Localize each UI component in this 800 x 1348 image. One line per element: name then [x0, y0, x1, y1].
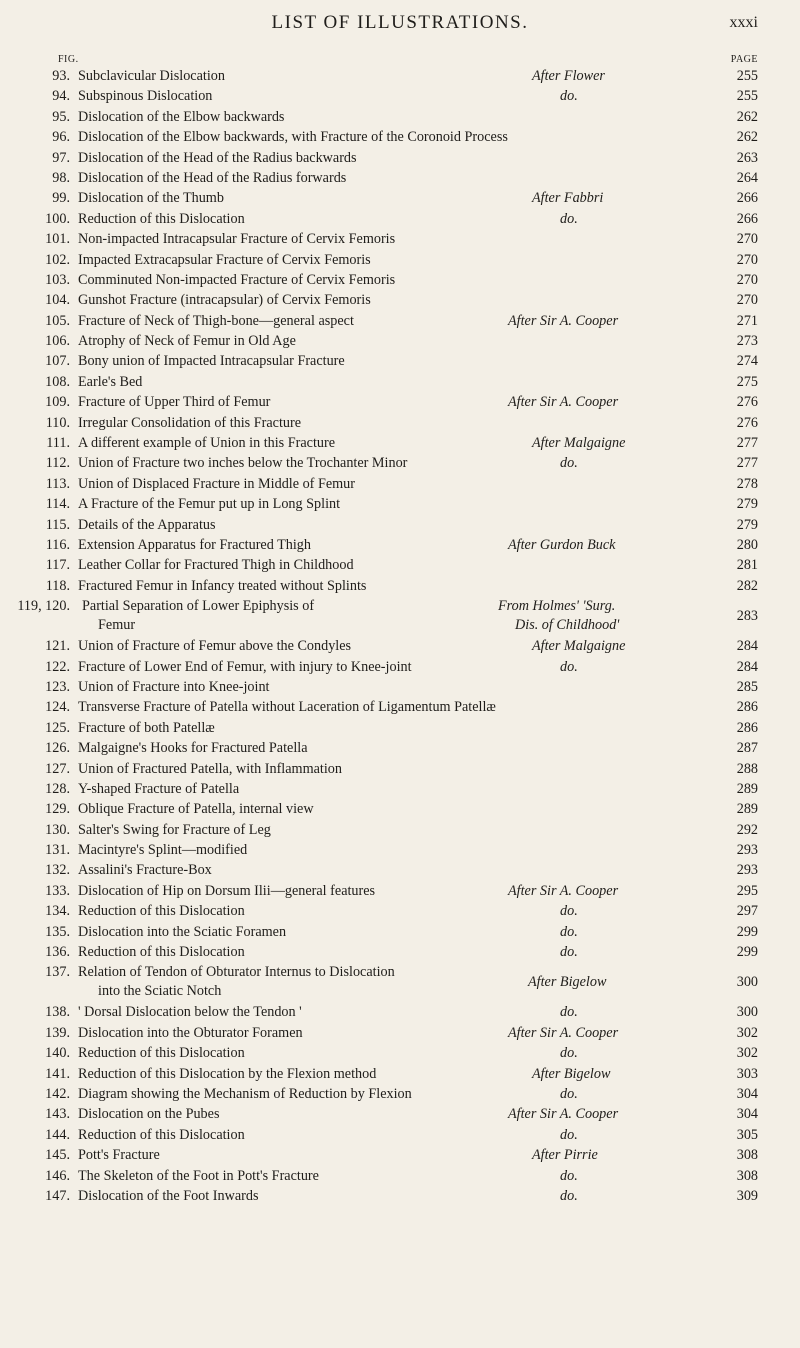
- entry-page: 266: [736, 210, 758, 227]
- figure-number: 136.: [45, 944, 70, 961]
- entry-title: Reduction of this Dislocation: [78, 1045, 245, 1062]
- entry-title: Union of Displaced Fracture in Middle of Femur: [78, 475, 355, 492]
- entry-page: 304: [736, 1106, 758, 1123]
- entry-title: Earle's Bed: [78, 373, 143, 390]
- entry-page: 308: [736, 1147, 758, 1164]
- entry-source: After Malgaigne: [532, 638, 626, 655]
- list-entry: [0, 738, 800, 758]
- entry-title: Non-impacted Intracapsular Fracture of Cervix Femoris: [78, 231, 396, 248]
- list-entry: [0, 1064, 800, 1084]
- figure-number: 102.: [45, 251, 70, 268]
- entry-title: Extension Apparatus for Fractured Thigh: [78, 536, 311, 553]
- figure-number: 137.: [45, 964, 70, 981]
- entry-page: 293: [736, 862, 758, 879]
- figure-number: 147.: [45, 1187, 70, 1204]
- list-entry: [0, 148, 800, 168]
- fig-column-heading: FIG.: [58, 54, 79, 65]
- entry-title: Impacted Extracapsular Fracture of Cervix Femoris: [78, 251, 371, 268]
- entry-page: 274: [736, 353, 758, 370]
- figure-number: 140.: [45, 1045, 70, 1062]
- figure-number: 130.: [45, 821, 70, 838]
- entry-title: Dislocation of the Thumb: [78, 190, 224, 207]
- entry-source: do.: [560, 1187, 578, 1204]
- entry-page: 255: [736, 88, 758, 105]
- entry-title: Dislocation on the Pubes: [78, 1106, 220, 1123]
- entry-page: 299: [736, 944, 758, 961]
- figure-number: 94.: [52, 88, 70, 105]
- figure-number: 146.: [45, 1167, 70, 1184]
- list-entry: [0, 636, 800, 656]
- entry-title: Dislocation of the Head of the Radius forwards: [78, 169, 347, 186]
- figure-number: 101.: [45, 231, 70, 248]
- figure-number: 123.: [45, 678, 70, 695]
- list-entry: [0, 372, 800, 392]
- entry-title: Fracture of Upper Third of Femur: [78, 394, 271, 411]
- list-entry: [0, 515, 800, 535]
- figure-number: 99.: [52, 190, 70, 207]
- entry-title: Union of Fracture two inches below the Trochanter Minor: [78, 455, 408, 472]
- entry-title: Leather Collar for Fractured Thigh in Childhood: [78, 557, 354, 574]
- figure-number: 133.: [45, 882, 70, 899]
- entry-title: Fracture of both Patellæ: [78, 719, 215, 736]
- list-entry: [0, 779, 800, 799]
- entry-source: After Malgaigne: [532, 435, 626, 452]
- list-entry: [0, 1084, 800, 1104]
- figure-number: 100.: [45, 210, 70, 227]
- figure-number: 98.: [52, 169, 70, 186]
- list-entry: [0, 86, 800, 106]
- entry-page: 285: [736, 678, 758, 695]
- entry-title: Union of Fractured Patella, with Inflammation: [78, 760, 342, 777]
- entry-page: 300: [736, 974, 758, 991]
- figure-number: 110.: [45, 414, 70, 431]
- entry-source: do.: [560, 944, 578, 961]
- figure-number: 115.: [45, 516, 70, 533]
- entry-title: Pott's Fracture: [78, 1147, 160, 1164]
- entry-page: 283: [736, 608, 758, 625]
- entry-title: Dislocation into the Obturator Foramen: [78, 1024, 303, 1041]
- page-number: xxxi: [729, 14, 758, 31]
- list-entry: [0, 820, 800, 840]
- running-title: LIST OF ILLUSTRATIONS.: [271, 12, 529, 33]
- entry-title: Details of the Apparatus: [78, 516, 216, 533]
- entry-title: Subclavicular Dislocation: [78, 68, 225, 84]
- entry-page: 286: [736, 699, 758, 716]
- figure-number: 141.: [45, 1065, 70, 1082]
- entry-page: 273: [736, 333, 758, 350]
- figure-number: 108.: [45, 373, 70, 390]
- list-entry: [0, 392, 800, 412]
- list-entry: [0, 433, 800, 453]
- entry-page: 262: [736, 129, 758, 146]
- entry-page: 280: [736, 536, 758, 553]
- list-entry: [0, 229, 800, 249]
- entry-title: A different example of Union in this Fracture: [78, 435, 336, 452]
- entry-page: 277: [736, 455, 758, 472]
- list-entry: [0, 596, 800, 636]
- figure-number: 127.: [45, 760, 70, 777]
- figure-number: 111.: [46, 435, 70, 452]
- entry-page: 297: [736, 903, 758, 920]
- entry-title: Reduction of this Dislocation: [78, 210, 245, 227]
- entry-source: do.: [560, 1004, 578, 1021]
- entry-page: 303: [736, 1065, 758, 1082]
- entry-title: Fracture of Neck of Thigh-bone—general aspect: [78, 312, 354, 329]
- list-entry: [0, 697, 800, 717]
- entry-source: After Pirrie: [532, 1147, 598, 1164]
- entry-source: After Sir A. Cooper: [508, 882, 619, 899]
- entry-page: 279: [736, 496, 758, 513]
- entry-page: 263: [736, 149, 758, 166]
- entry-title: The Skeleton of the Foot in Pott's Fracture: [78, 1167, 319, 1184]
- entry-title: Dislocation of the Elbow backwards, with Fracture of the Coronoid Process: [78, 129, 508, 146]
- figure-number: 124.: [45, 699, 70, 716]
- figure-number: 119, 120.: [17, 598, 70, 615]
- entry-title: Irregular Consolidation of this Fracture: [78, 414, 302, 431]
- list-entry: [0, 474, 800, 494]
- list-entry: [0, 922, 800, 942]
- entry-source: do.: [560, 455, 578, 472]
- entry-source: do.: [560, 923, 578, 940]
- list-entry: [0, 1043, 800, 1063]
- list-entry: [0, 1145, 800, 1165]
- list-entry: [0, 66, 800, 86]
- entry-page: 288: [736, 760, 758, 777]
- entry-page: 286: [736, 719, 758, 736]
- figure-number: 131.: [45, 842, 70, 859]
- entry-page: 282: [736, 577, 758, 594]
- list-entry: [0, 209, 800, 229]
- list-entry: [0, 351, 800, 371]
- figure-number: 139.: [45, 1024, 70, 1041]
- entry-source-continued: Dis. of Childhood': [515, 617, 620, 634]
- figure-number: 107.: [45, 353, 70, 370]
- entry-source: After Gurdon Buck: [508, 536, 616, 553]
- figure-number: 114.: [45, 496, 70, 513]
- entry-title: Y-shaped Fracture of Patella: [78, 780, 240, 797]
- entry-page: 289: [736, 801, 758, 818]
- figure-number: 134.: [45, 903, 70, 920]
- list-entry: [0, 555, 800, 575]
- figure-number: 121.: [45, 638, 70, 655]
- entry-source: After Sir A. Cooper: [508, 1106, 619, 1123]
- entry-page: 293: [736, 842, 758, 859]
- entry-source: After Flower: [532, 68, 605, 84]
- list-entry: [0, 1186, 800, 1206]
- list-entry: [0, 311, 800, 331]
- entry-page: 277: [736, 435, 758, 452]
- list-entry: [0, 168, 800, 188]
- entry-page: 271: [736, 312, 758, 329]
- list-entry: [0, 188, 800, 208]
- entry-title: Fracture of Lower End of Femur, with injury to Knee-joint: [78, 658, 412, 675]
- list-entry: [0, 860, 800, 880]
- entry-page: 302: [736, 1024, 758, 1041]
- figure-number: 97.: [52, 149, 70, 166]
- figure-number: 122.: [45, 658, 70, 675]
- list-entry: [0, 962, 800, 1002]
- entry-title: Macintyre's Splint—modified: [78, 842, 248, 859]
- figure-number: 138.: [45, 1004, 70, 1021]
- entry-page: 292: [736, 821, 758, 838]
- entry-page: 270: [736, 231, 758, 248]
- entry-page: 302: [736, 1045, 758, 1062]
- entry-title: Subspinous Dislocation: [78, 88, 213, 105]
- list-entry: [0, 413, 800, 433]
- entry-page: 276: [736, 394, 758, 411]
- figure-number: 145.: [45, 1147, 70, 1164]
- list-entry: [0, 657, 800, 677]
- entry-page: 281: [736, 557, 758, 574]
- figure-number: 103.: [45, 271, 70, 288]
- figure-number: 93.: [52, 68, 70, 84]
- entry-source: do.: [560, 1045, 578, 1062]
- list-entry: [0, 759, 800, 779]
- entry-title: Atrophy of Neck of Femur in Old Age: [78, 333, 296, 350]
- list-entry: [0, 127, 800, 147]
- list-entry: [0, 290, 800, 310]
- figure-number: 118.: [45, 577, 70, 594]
- page-header: [0, 12, 800, 44]
- list-entry: [0, 535, 800, 555]
- entry-page: 289: [736, 780, 758, 797]
- entry-page: 262: [736, 108, 758, 125]
- list-entry: [0, 453, 800, 473]
- list-entry: [0, 1104, 800, 1124]
- list-entry: [0, 1166, 800, 1186]
- entry-source: After Fabbri: [532, 190, 604, 207]
- list-entry: [0, 799, 800, 819]
- figure-number: 132.: [45, 862, 70, 879]
- entry-page: 255: [736, 68, 758, 84]
- list-entry: [0, 576, 800, 596]
- entry-page: 304: [736, 1085, 758, 1102]
- figure-number: 104.: [45, 292, 70, 309]
- entry-title: Dislocation of the Foot Inwards: [78, 1187, 259, 1204]
- figure-number: 125.: [45, 719, 70, 736]
- entry-page: 295: [736, 882, 758, 899]
- entry-title: Salter's Swing for Fracture of Leg: [78, 821, 271, 838]
- figure-number: 96.: [52, 129, 70, 146]
- entry-title: Relation of Tendon of Obturator Internus to Dislocation: [78, 964, 395, 981]
- figure-number: 116.: [45, 536, 70, 553]
- entry-source: do.: [560, 1167, 578, 1184]
- figure-number: 142.: [45, 1085, 70, 1102]
- entry-title-continued: into the Sciatic Notch: [98, 983, 222, 1000]
- entry-title: Reduction of this Dislocation by the Flexion method: [78, 1065, 377, 1082]
- entry-title: A Fracture of the Femur put up in Long Splint: [78, 496, 341, 513]
- entry-source: do.: [560, 1085, 578, 1102]
- entry-page: 287: [736, 740, 758, 757]
- page-column-heading: PAGE: [730, 54, 758, 65]
- entry-title: Assalini's Fracture-Box: [78, 862, 212, 879]
- entry-page: 278: [736, 475, 758, 492]
- entry-title: Diagram showing the Mechanism of Reduction by Flexion: [78, 1085, 412, 1102]
- entry-source: After Sir A. Cooper: [508, 312, 619, 329]
- entry-title: Reduction of this Dislocation: [78, 944, 245, 961]
- entry-page: 266: [736, 190, 758, 207]
- entry-page: 270: [736, 251, 758, 268]
- entry-page: 308: [736, 1167, 758, 1184]
- list-entry: [0, 250, 800, 270]
- list-entry: [0, 881, 800, 901]
- figure-number: 144.: [45, 1126, 70, 1143]
- list-entry: [0, 331, 800, 351]
- list-entry: [0, 1002, 800, 1022]
- list-entry: [0, 942, 800, 962]
- figure-number: 135.: [45, 923, 70, 940]
- entry-title: Partial Separation of Lower Epiphysis of: [82, 598, 315, 615]
- list-entry: [0, 1023, 800, 1043]
- entry-title: Bony union of Impacted Intracapsular Fracture: [78, 353, 345, 370]
- figure-number: 106.: [45, 333, 70, 350]
- entry-page: 284: [736, 638, 758, 655]
- entry-title: Malgaigne's Hooks for Fractured Patella: [78, 740, 308, 757]
- entry-title: Union of Fracture of Femur above the Condyles: [78, 638, 352, 655]
- list-entry: [0, 901, 800, 921]
- entry-page: 309: [736, 1187, 758, 1204]
- entry-source: do.: [560, 210, 578, 227]
- entry-title: Gunshot Fracture (intracapsular) of Cervix Femoris: [78, 292, 371, 309]
- entry-source: do.: [560, 1126, 578, 1143]
- entry-source: After Sir A. Cooper: [508, 394, 619, 411]
- list-entry: [0, 107, 800, 127]
- entry-page: 275: [736, 373, 758, 390]
- figure-number: 112.: [45, 455, 70, 472]
- list-entry: [0, 270, 800, 290]
- entry-title: Dislocation of the Head of the Radius backwards: [78, 149, 357, 166]
- entry-title: Comminuted Non-impacted Fracture of Cervix Femoris: [78, 271, 396, 288]
- entry-page: 270: [736, 292, 758, 309]
- entry-source: After Bigelow: [528, 974, 607, 991]
- entry-source: do.: [560, 903, 578, 920]
- figure-number: 129.: [45, 801, 70, 818]
- figure-number: 126.: [45, 740, 70, 757]
- entry-title: Transverse Fracture of Patella without Laceration of Ligamentum Patellæ: [78, 699, 496, 716]
- entry-title: Fractured Femur in Infancy treated without Splints: [78, 577, 367, 594]
- entry-title: Oblique Fracture of Patella, internal view: [78, 801, 314, 818]
- list-entry: [0, 494, 800, 514]
- figure-number: 109.: [45, 394, 70, 411]
- entry-page: 305: [736, 1126, 758, 1143]
- figure-number: 113.: [45, 475, 70, 492]
- entry-title: Reduction of this Dislocation: [78, 1126, 245, 1143]
- list-entry: [0, 677, 800, 697]
- entry-source: After Sir A. Cooper: [508, 1024, 619, 1041]
- entry-page: 264: [736, 169, 758, 186]
- entry-page: 284: [736, 658, 758, 675]
- list-entry: [0, 718, 800, 738]
- entry-source: After Bigelow: [532, 1065, 611, 1082]
- list-entry: [0, 840, 800, 860]
- entry-source: do.: [560, 658, 578, 675]
- entry-title: ' Dorsal Dislocation below the Tendon ': [78, 1004, 302, 1021]
- entry-page: 300: [736, 1004, 758, 1021]
- entry-page: 279: [736, 516, 758, 533]
- figure-number: 128.: [45, 780, 70, 797]
- figure-number: 143.: [45, 1106, 70, 1123]
- figure-number: 105.: [45, 312, 70, 329]
- figure-number: 117.: [45, 557, 70, 574]
- entry-title: Dislocation of Hip on Dorsum Ilii—general features: [78, 882, 376, 899]
- illustration-list: [0, 66, 800, 1206]
- entry-source: From Holmes' 'Surg.: [498, 598, 616, 615]
- entry-title: Union of Fracture into Knee-joint: [78, 678, 270, 695]
- entry-title: Reduction of this Dislocation: [78, 903, 245, 920]
- entry-page: 276: [736, 414, 758, 431]
- list-entry: [0, 1125, 800, 1145]
- entry-source: do.: [560, 88, 578, 105]
- entry-page: 299: [736, 923, 758, 940]
- figure-number: 95.: [52, 108, 70, 125]
- entry-title: Dislocation into the Sciatic Foramen: [78, 923, 287, 940]
- entry-page: 270: [736, 271, 758, 288]
- entry-title: Dislocation of the Elbow backwards: [78, 108, 285, 125]
- entry-title-continued: Femur: [98, 617, 136, 634]
